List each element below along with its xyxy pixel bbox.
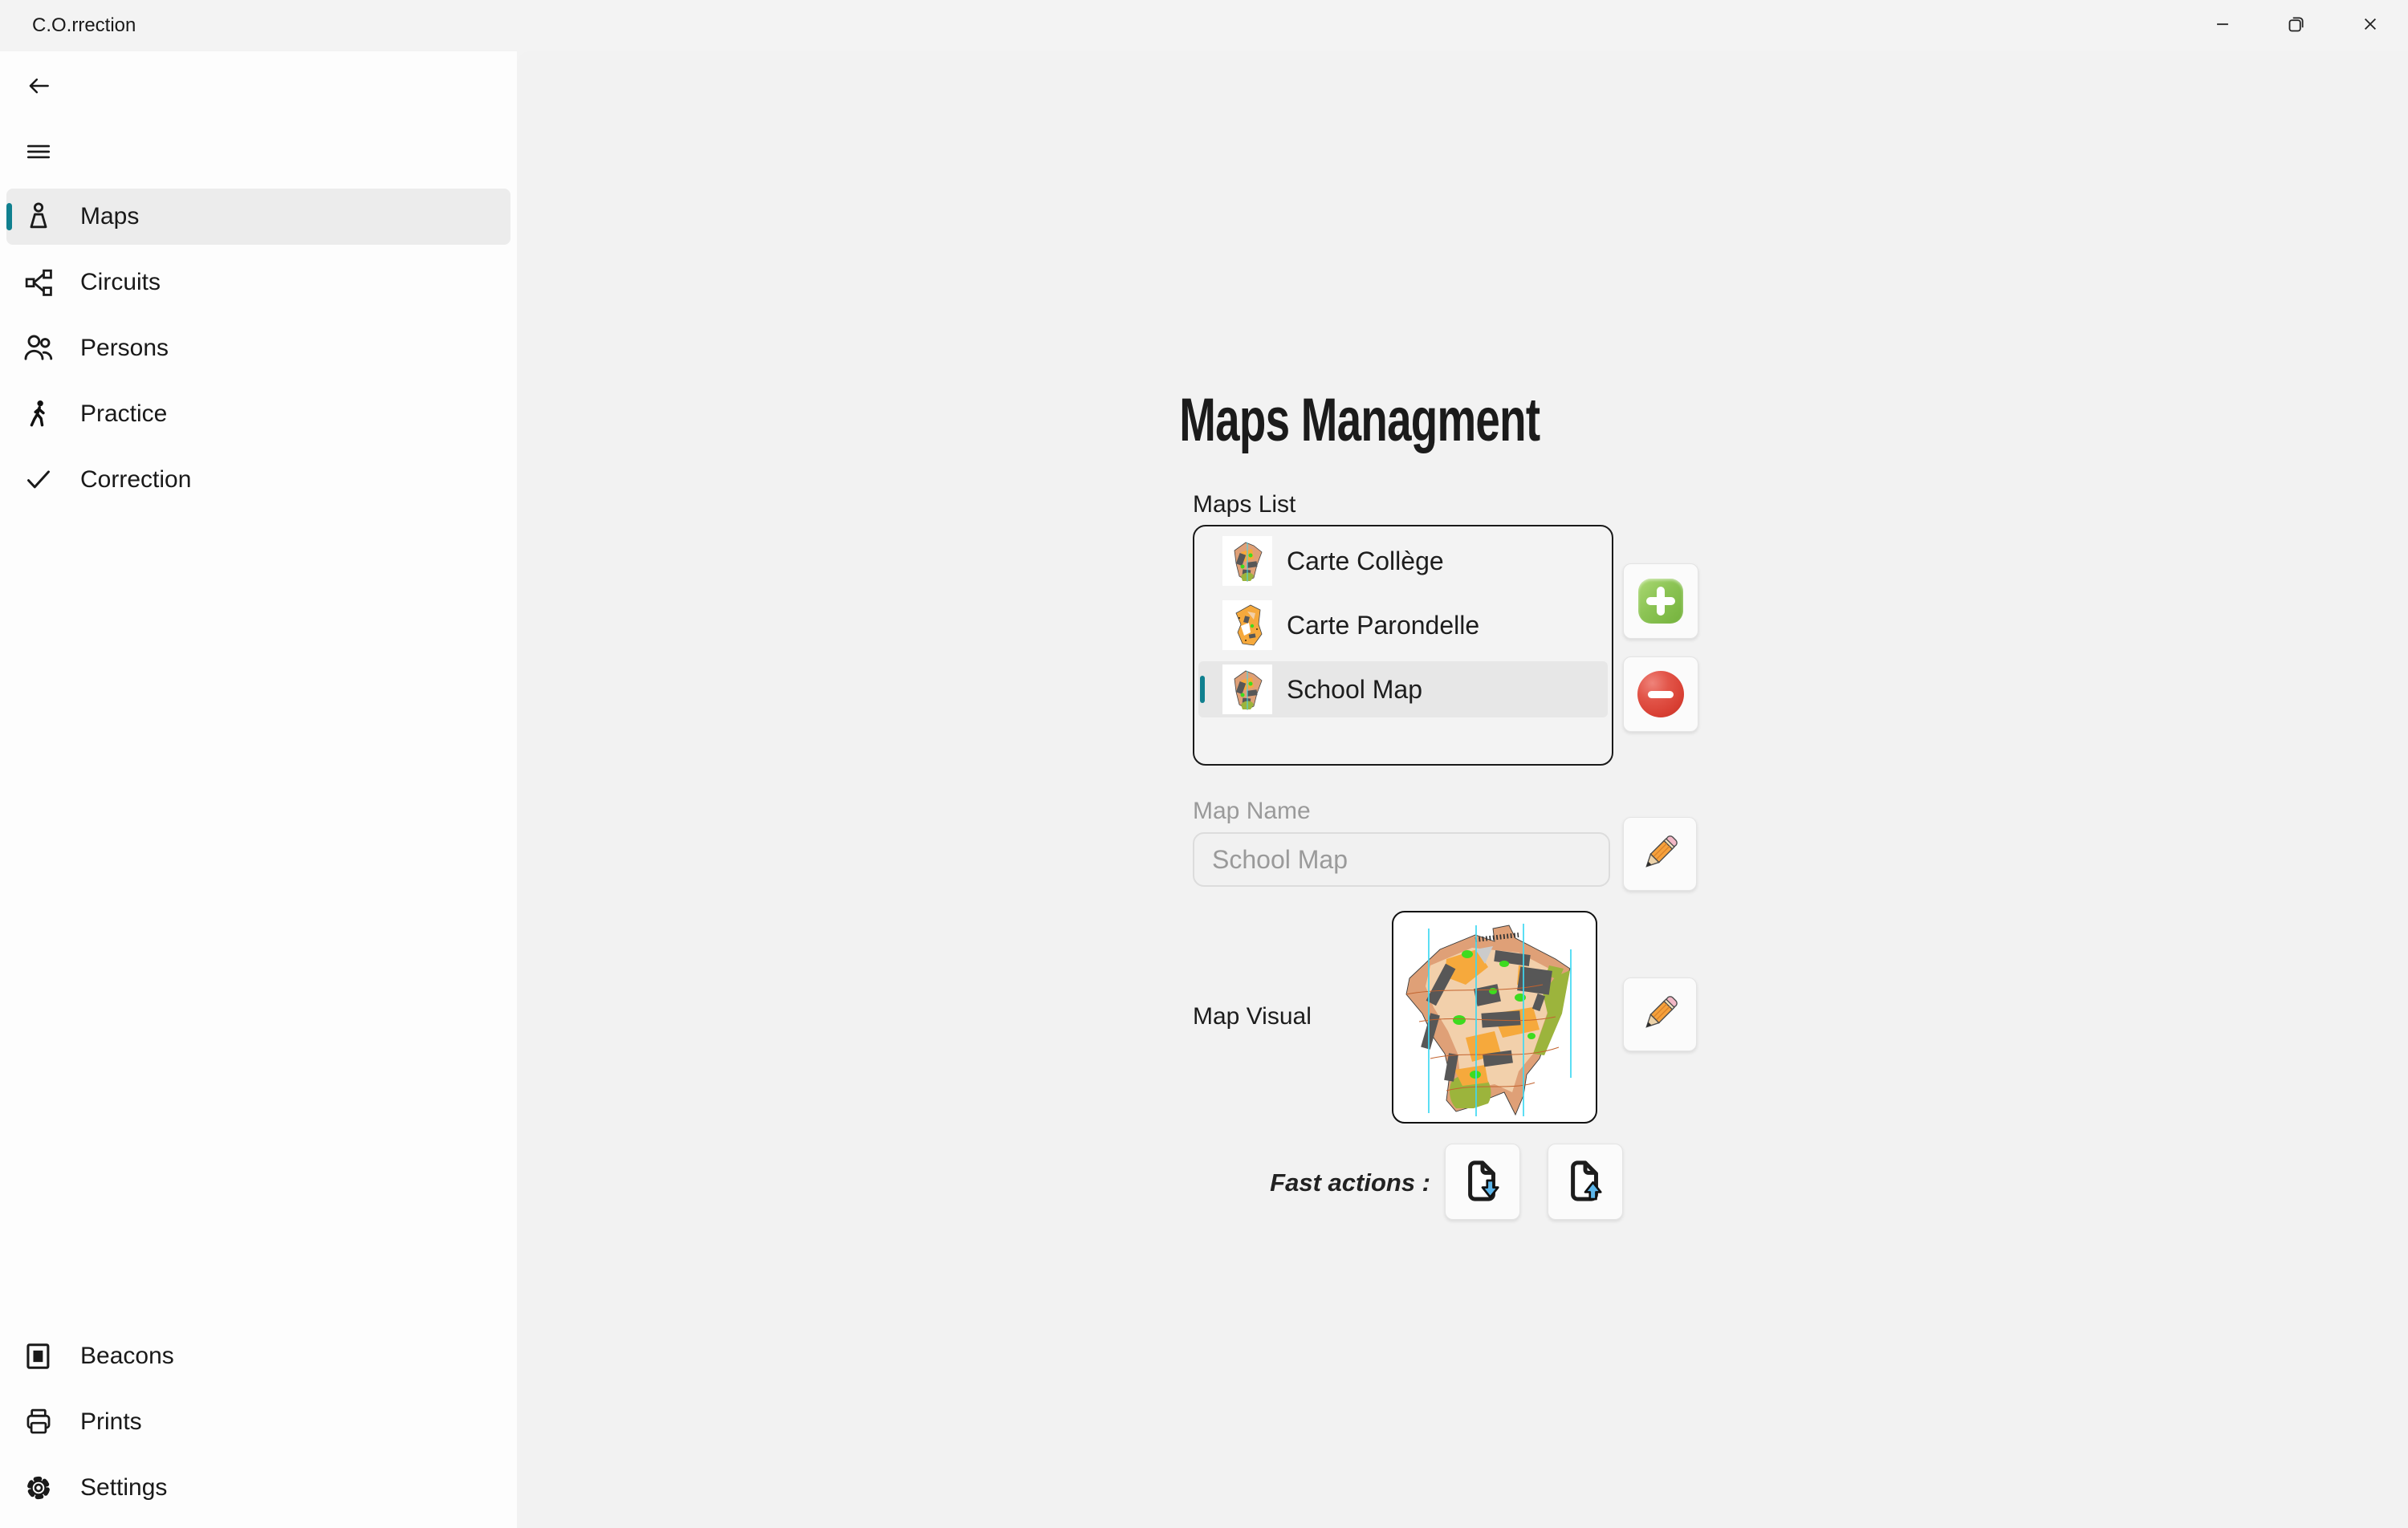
printer-icon <box>21 1404 56 1440</box>
maps-listbox[interactable] <box>1193 525 1613 766</box>
minimize-button[interactable] <box>2186 0 2260 50</box>
back-arrow-icon <box>25 72 52 102</box>
app-title: C.O.rrection <box>32 14 136 36</box>
import-map-button[interactable] <box>1445 1144 1520 1220</box>
back-button[interactable] <box>19 67 58 106</box>
sidebar-item-persons[interactable] <box>6 320 510 376</box>
document-import-icon <box>1462 1158 1503 1205</box>
map-thumbnail <box>1222 600 1272 650</box>
people-icon <box>21 331 56 366</box>
map-name-input[interactable] <box>1193 832 1610 887</box>
navigation-pane <box>0 51 517 1528</box>
sidebar-item-beacons[interactable] <box>6 1328 510 1384</box>
hamburger-menu-button[interactable] <box>19 133 58 172</box>
list-item-label: School Map <box>1287 674 1422 704</box>
selection-pill <box>1200 676 1205 703</box>
sidebar-item-label: Beacons <box>80 1343 174 1369</box>
list-item-carte-college[interactable] <box>1198 533 1608 589</box>
sidebar-item-label: Circuits <box>80 269 161 295</box>
close-icon <box>2357 10 2384 40</box>
map-visual-image <box>1398 917 1591 1118</box>
export-map-button[interactable] <box>1548 1144 1623 1220</box>
maps-list-label: Maps List <box>1193 491 1296 518</box>
map-visual-label: Map Visual <box>1193 1003 1312 1030</box>
edit-map-visual-button[interactable] <box>1623 977 1697 1051</box>
sidebar-item-practice[interactable] <box>6 386 510 442</box>
list-item-label: Carte Collège <box>1287 546 1444 575</box>
beacon-icon <box>21 1339 56 1374</box>
page-title: Maps Managment <box>1179 386 1540 454</box>
sidebar-item-label: Settings <box>80 1474 168 1501</box>
sidebar-item-correction[interactable] <box>6 452 510 508</box>
sidebar-item-maps[interactable] <box>6 189 510 245</box>
content-pane <box>517 51 2408 1528</box>
sidebar-item-label: Prints <box>80 1408 142 1435</box>
sidebar-item-settings[interactable] <box>6 1460 510 1516</box>
walking-person-icon <box>21 396 56 432</box>
document-export-icon <box>1565 1158 1605 1205</box>
map-thumbnail <box>1222 664 1272 714</box>
sidebar-item-prints[interactable] <box>6 1394 510 1450</box>
circuit-flow-icon <box>21 265 56 300</box>
edit-map-name-button[interactable] <box>1623 817 1697 891</box>
restore-icon <box>2283 10 2310 40</box>
checkmark-icon <box>21 462 56 498</box>
sidebar-item-label: Maps <box>80 203 140 230</box>
hamburger-icon <box>25 138 52 168</box>
list-item-school-map[interactable] <box>1198 661 1608 717</box>
pencil-icon <box>1637 990 1683 1039</box>
restore-button[interactable] <box>2260 0 2333 50</box>
map-pin-icon <box>21 199 56 234</box>
sidebar-item-circuits[interactable] <box>6 254 510 311</box>
titlebar <box>0 0 2408 51</box>
close-button[interactable] <box>2333 0 2407 50</box>
list-item-carte-parondelle[interactable] <box>1198 597 1608 653</box>
add-map-button[interactable] <box>1623 563 1698 639</box>
minus-icon <box>1637 671 1684 717</box>
sidebar-item-label: Practice <box>80 400 168 427</box>
map-name-label: Map Name <box>1193 798 1311 824</box>
selection-pill <box>6 203 12 230</box>
sidebar-item-label: Correction <box>80 466 192 493</box>
gear-icon <box>21 1470 56 1506</box>
fast-actions-label: Fast actions : <box>1270 1168 1430 1197</box>
map-visual-preview[interactable] <box>1392 911 1597 1124</box>
pencil-icon <box>1637 830 1683 879</box>
remove-map-button[interactable] <box>1623 656 1698 732</box>
list-item-label: Carte Parondelle <box>1287 610 1480 640</box>
sidebar-item-label: Persons <box>80 335 169 361</box>
plus-icon <box>1638 579 1683 624</box>
map-thumbnail <box>1222 536 1272 586</box>
minimize-icon <box>2209 10 2236 40</box>
